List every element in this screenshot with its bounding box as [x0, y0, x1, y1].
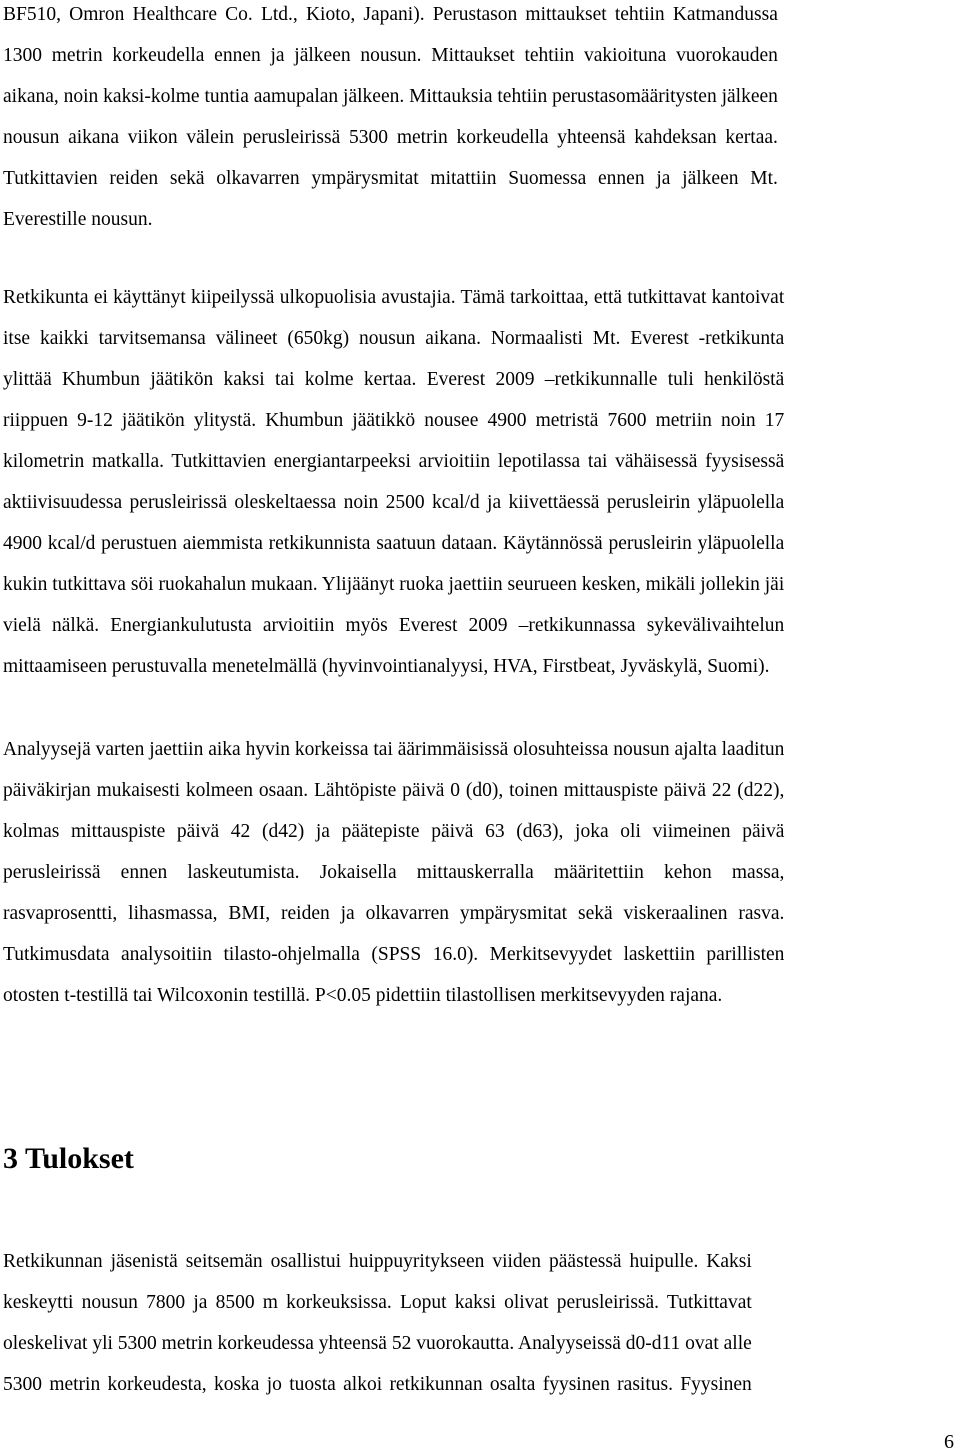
paragraph-analysis: [3, 729, 784, 1016]
text-line: Retkikunta ei käyttänyt kiipeilyssä ulkopuolisia avustajia. Tämä tarkoittaa, että tutkittavat kantoivat: [3, 287, 785, 308]
text-line: oleskelivat yli 5300 metrin korkeudessa yhteensä 52 vuorokautta. Analyyseissä d0-d11 ovat alle: [3, 1333, 752, 1354]
text-line: kukin tutkittava söi ruokahalun mukaan. Ylijäänyt ruoka jaettiin seurueen kesken, mikäli jollekin jäi: [3, 574, 785, 595]
text-line: Tutkittavien reiden sekä olkavarren ympärysmitat mitattiin Suomessa ennen ja jälkeen Mt.: [3, 168, 778, 189]
text-line: 1300 metrin korkeudella ennen ja jälkeen nousun. Mittaukset tehtiin vakioituna vuorokauden: [3, 45, 778, 66]
text-line: vielä nälkä. Energiankulutusta arvioitiin myös Everest 2009 –retkikunnassa sykevälivaihtelun: [3, 615, 785, 636]
text-line: rasvaprosentti, lihasmassa, BMI, reiden ja olkavarren ympärysmitat sekä viskeraalinen rasva.: [3, 903, 785, 924]
paragraph-expedition: [3, 277, 784, 687]
text-line: kolmas mittauspiste päivä 42 (d42) ja päätepiste päivä 63 (d63), joka oli viimeinen päivä: [3, 821, 785, 842]
text-line: 4900 kcal/d perustuen aiemmista retkikunnista saatuun dataan. Käytännössä perusleirin yläpuolella: [3, 533, 785, 554]
text-line: perusleirissä ennen laskeutumista. Jokaisella mittauskerralla määritettiin kehon massa,: [3, 862, 785, 883]
text-line: BF510, Omron Healthcare Co. Ltd., Kioto, Japani). Perustason mittaukset tehtiin Katmandussa: [3, 4, 778, 25]
section-heading: 3 Tulokset: [3, 1142, 134, 1175]
text-line: riippuen 9-12 jäätikön ylitystä. Khumbun jäätikkö nousee 4900 metristä 7600 metriin noin 17: [3, 410, 785, 431]
text-line: Everestille nousun.: [3, 209, 153, 230]
text-line: nousun aikana viikon välein perusleirissä 5300 metrin korkeudella yhteensä kahdeksan kertaa.: [3, 127, 778, 148]
text-line: ylittää Khumbun jäätikön kaksi tai kolme kertaa. Everest 2009 –retkikunnalle tuli henkilöstä: [3, 369, 785, 390]
text-line: itse kaikki tarvitsemansa välineet (650kg) nousun aikana. Normaalisti Mt. Everest -retkikunta: [3, 328, 785, 349]
text-line: kilometrin matkalla. Tutkittavien energiantarpeeksi arvioitiin lepotilassa tai vähäisessä fyysisessä: [3, 451, 785, 472]
text-line: mittaamiseen perustuvalla menetelmällä (hyvinvointianalyysi, HVA, Firstbeat, Jyväskylä, Suomi).: [3, 656, 770, 677]
text-line: keskeytti nousun 7800 ja 8500 m korkeuksissa. Loput kaksi olivat perusleirissä. Tutkittavat: [3, 1292, 752, 1313]
text-line: aikana, noin kaksi-kolme tuntia aamupalan jälkeen. Mittauksia tehtiin perustasomääritysten jälkeen: [3, 86, 778, 107]
page-number: 6: [944, 1431, 954, 1453]
text-line: päiväkirjan mukaisesti kolmeen osaan. Lähtöpiste päivä 0 (d0), toinen mittauspiste päivä 22 (d22),: [3, 780, 785, 801]
text-line: Analyysejä varten jaettiin aika hyvin korkeissa tai äärimmäisissä olosuhteissa nousun ajalta laaditun: [3, 739, 785, 760]
paragraph-results: [3, 1241, 752, 1405]
paragraph-measurements: [3, 0, 778, 240]
text-line: Tutkimusdata analysoitiin tilasto-ohjelmalla (SPSS 16.0). Merkitsevyydet laskettiin parillisten: [3, 944, 785, 965]
text-line: otosten t-testillä tai Wilcoxonin testillä. P<0.05 pidettiin tilastollisen merkitsevyyden rajana.: [3, 985, 723, 1006]
text-line: 5300 metrin korkeudesta, koska jo tuosta alkoi retkikunnan osalta fyysinen rasitus. Fyysinen: [3, 1374, 752, 1395]
text-line: Retkikunnan jäsenistä seitsemän osallistui huippuyritykseen viiden päästessä huipulle. Kaksi: [3, 1251, 752, 1272]
text-line: aktiivisuudessa perusleirissä oleskeltaessa noin 2500 kcal/d ja kiivettäessä perusleirin yläpuolella: [3, 492, 785, 513]
